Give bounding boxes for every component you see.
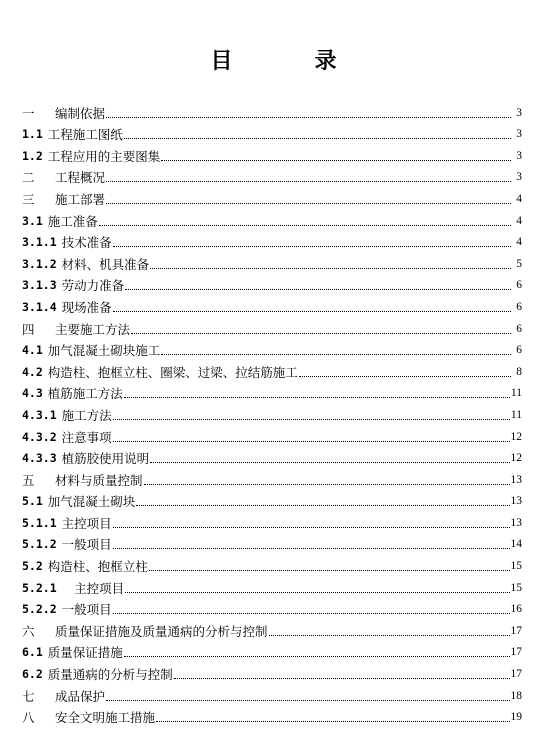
toc-entry-title: 质量保证措施及质量通病的分析与控制 (55, 623, 268, 639)
dot-leader (131, 333, 511, 334)
dot-leader (149, 570, 510, 571)
toc-entry-title: 施工部署 (55, 191, 106, 207)
dot-leader (124, 138, 511, 139)
toc-entry-title: 编制依据 (55, 105, 106, 121)
dot-leader (113, 527, 510, 528)
toc-entry-title: 主要施工方法 (55, 321, 131, 337)
dot-leader (150, 462, 509, 463)
dot-leader (161, 354, 511, 355)
toc-entry-page-number: 18 (510, 689, 522, 702)
toc-entry-number: 3.1.4 (22, 299, 57, 314)
toc-entry[interactable] (22, 660, 522, 682)
toc-entry-number: 3.1 (22, 213, 43, 228)
dot-leader (136, 505, 509, 506)
toc-entry-number: 5.2.2 (22, 602, 57, 617)
toc-entry-title: 注意事项 (61, 429, 112, 445)
toc-entry-number: 5.1 (22, 494, 43, 509)
toc-entry-title: 现场准备 (61, 299, 112, 315)
toc-entry-title: 劳动力准备 (61, 278, 125, 294)
toc-entry-number: 三 (22, 191, 35, 207)
toc-entry-title: 成品保护 (55, 688, 106, 704)
toc-entry-title: 一般项目 (61, 537, 112, 553)
toc-entry[interactable] (22, 164, 522, 186)
toc-entry[interactable] (22, 574, 522, 596)
toc-entry-title: 主控项目 (61, 515, 112, 531)
dot-leader (125, 289, 511, 290)
toc-entry-page-number: 16 (510, 603, 522, 616)
toc-entry-number: 5.1.2 (22, 537, 57, 552)
toc-entry[interactable] (22, 293, 522, 315)
toc-entry-page-number: 12 (510, 452, 522, 465)
toc-entry[interactable] (22, 99, 522, 121)
toc-entry[interactable] (22, 639, 522, 661)
toc-entry-number: 二 (22, 170, 35, 186)
table-of-contents (22, 99, 522, 725)
toc-entry[interactable] (22, 596, 522, 618)
toc-entry-number: 六 (22, 623, 35, 639)
toc-entry[interactable] (22, 315, 522, 337)
dot-leader (125, 592, 509, 593)
toc-entry-number: 6.2 (22, 667, 43, 682)
dot-leader (150, 268, 511, 269)
toc-entry-number: 5.1.1 (22, 515, 57, 530)
dot-leader (106, 117, 511, 118)
toc-entry[interactable] (22, 509, 522, 531)
toc-entry[interactable] (22, 445, 522, 467)
toc-entry-title: 工程概况 (55, 170, 106, 186)
toc-entry-title: 一般项目 (61, 602, 112, 618)
toc-entry[interactable] (22, 401, 522, 423)
toc-entry[interactable] (22, 272, 522, 294)
dot-leader (124, 656, 510, 657)
toc-entry-title: 质量通病的分析与控制 (47, 667, 173, 683)
dot-leader (174, 678, 510, 679)
toc-entry[interactable] (22, 185, 522, 207)
toc-entry-page-number: 6 (516, 322, 522, 335)
toc-entry-page-number: 3 (516, 171, 522, 184)
toc-entry-page-number: 6 (516, 344, 522, 357)
toc-entry-page-number: 15 (510, 581, 522, 594)
dot-leader (113, 311, 511, 312)
toc-entry[interactable] (22, 229, 522, 251)
toc-entry-page-number: 19 (510, 711, 522, 724)
toc-entry-title: 安全文明施工措施 (55, 710, 156, 726)
toc-entry-page-number: 12 (510, 430, 522, 443)
toc-entry-page-number: 4 (516, 214, 522, 227)
toc-entry-title: 技术准备 (61, 235, 112, 251)
toc-entry-number: 5.2 (22, 559, 43, 574)
toc-entry-title: 材料与质量控制 (55, 472, 143, 488)
toc-entry-title: 工程应用的主要图集 (47, 148, 161, 164)
toc-entry-page-number: 17 (510, 646, 522, 659)
toc-entry-number: 6.1 (22, 645, 43, 660)
toc-entry-title: 施工准备 (47, 213, 98, 229)
dot-leader (113, 419, 510, 420)
toc-entry-title: 质量保证措施 (47, 645, 123, 661)
toc-entry-number: 4.1 (22, 343, 43, 358)
toc-entry-page-number: 3 (516, 149, 522, 162)
toc-entry-page-number: 11 (510, 387, 522, 400)
dot-leader (124, 397, 510, 398)
toc-entry-number: 3.1.2 (22, 256, 57, 271)
toc-entry[interactable] (22, 704, 522, 726)
toc-entry-title: 植筋施工方法 (47, 386, 123, 402)
toc-entry[interactable] (22, 466, 522, 488)
toc-entry-number: 1.2 (22, 148, 43, 163)
toc-entry-number: 4.3 (22, 386, 43, 401)
toc-entry-title: 加气混凝土砌块施工 (47, 343, 161, 359)
toc-entry[interactable] (22, 423, 522, 445)
toc-entry-number: 5.2.1 (22, 580, 57, 595)
toc-entry-number: 七 (22, 688, 35, 704)
toc-entry-page-number: 17 (510, 668, 522, 681)
toc-entry[interactable] (22, 250, 522, 272)
dot-leader (299, 376, 511, 377)
toc-entry[interactable] (22, 121, 522, 143)
toc-entry[interactable] (22, 682, 522, 704)
toc-entry-title: 施工方法 (61, 407, 112, 423)
toc-entry-page-number: 13 (510, 473, 522, 486)
toc-entry-page-number: 3 (516, 128, 522, 141)
toc-entry-title: 主控项目 (61, 580, 125, 596)
toc-entry-page-number: 17 (510, 624, 522, 637)
toc-entry-page-number: 6 (516, 279, 522, 292)
toc-entry[interactable] (22, 337, 522, 359)
dot-leader (113, 441, 510, 442)
dot-leader (106, 700, 509, 701)
toc-entry-number: 3.1.3 (22, 278, 57, 293)
toc-entry-page-number: 5 (516, 257, 522, 270)
toc-entry-number: 1.1 (22, 127, 43, 142)
toc-entry-title: 构造柱、抱框立柱 (47, 559, 148, 575)
toc-entry-number: 4.3.3 (22, 451, 57, 466)
toc-entry[interactable] (22, 142, 522, 164)
toc-entry-number: 一 (22, 105, 35, 121)
dot-leader (106, 181, 511, 182)
toc-entry-page-number: 8 (516, 365, 522, 378)
dot-leader (106, 203, 511, 204)
toc-entry-number: 四 (22, 321, 35, 337)
toc-entry-page-number: 4 (516, 236, 522, 249)
toc-entry-title: 加气混凝土砌块 (47, 494, 136, 510)
toc-entry-page-number: 11 (510, 408, 522, 421)
toc-entry-number: 五 (22, 472, 35, 488)
dot-leader (113, 246, 511, 247)
toc-entry-title: 工程施工图纸 (47, 127, 123, 143)
toc-entry[interactable] (22, 207, 522, 229)
toc-entry-number: 八 (22, 710, 35, 726)
toc-entry-page-number: 15 (510, 560, 522, 573)
toc-entry-title: 构造柱、抱框立柱、圈梁、过梁、拉结筋施工 (47, 364, 298, 380)
toc-entry-page-number: 3 (516, 106, 522, 119)
dot-leader (99, 225, 511, 226)
dot-leader (113, 613, 510, 614)
toc-entry[interactable] (22, 617, 522, 639)
toc-entry[interactable] (22, 358, 522, 380)
toc-entry-page-number: 13 (510, 495, 522, 508)
toc-entry[interactable] (22, 380, 522, 402)
toc-entry-number: 4.2 (22, 364, 43, 379)
dot-leader (269, 635, 510, 636)
toc-entry-page-number: 4 (516, 192, 522, 205)
toc-entry[interactable] (22, 488, 522, 510)
toc-entry-number: 4.3.2 (22, 429, 57, 444)
toc-entry-page-number: 13 (510, 516, 522, 529)
dot-leader (144, 484, 510, 485)
toc-entry-page-number: 14 (510, 538, 522, 551)
toc-entry-page-number: 6 (516, 300, 522, 313)
toc-entry[interactable] (22, 552, 522, 574)
page-title: 目 录 (210, 48, 367, 74)
toc-entry-number: 4.3.1 (22, 407, 57, 422)
toc-entry-title: 植筋胶使用说明 (61, 451, 150, 467)
toc-entry-number: 3.1.1 (22, 235, 57, 250)
dot-leader (156, 721, 509, 722)
toc-entry-title: 材料、机具准备 (61, 256, 150, 272)
toc-entry[interactable] (22, 531, 522, 553)
dot-leader (113, 548, 510, 549)
dot-leader (161, 160, 511, 161)
